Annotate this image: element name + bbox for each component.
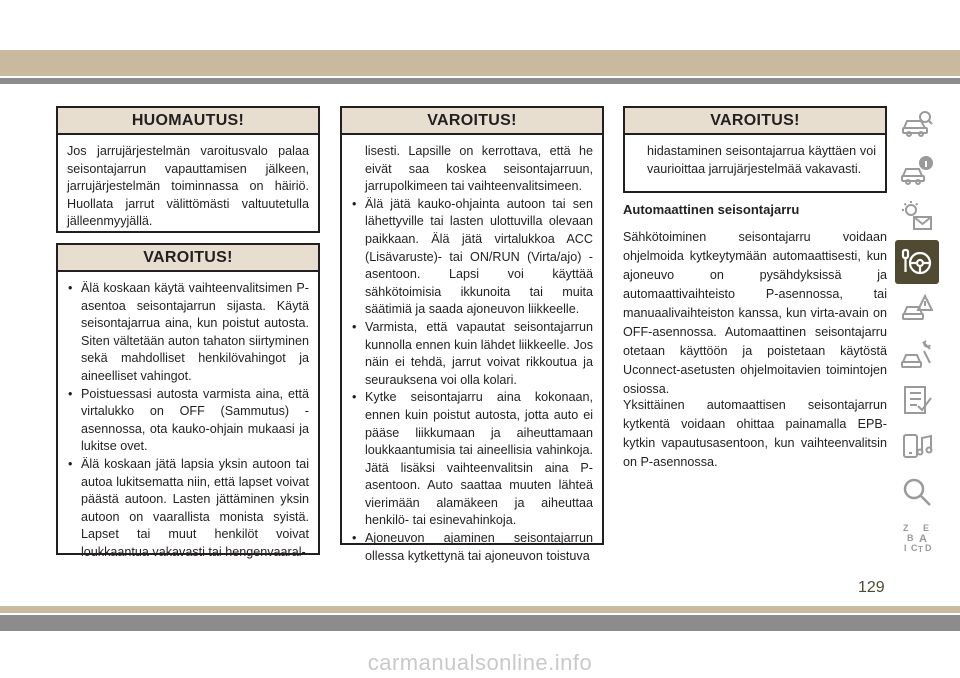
chapter-tabs xyxy=(895,102,939,562)
bottom-band-line xyxy=(0,615,960,631)
index-letter: B xyxy=(907,533,914,543)
index-letter: D xyxy=(925,543,932,553)
tab-emergency[interactable] xyxy=(895,286,939,330)
index-letter: T xyxy=(918,545,923,554)
key-steering-wheel-icon xyxy=(901,246,933,278)
car-info-icon xyxy=(901,154,933,186)
section-paragraph-1: Sähkötoiminen seisontajarru voidaan ohjelmoida kytkeytymään automaattisesti, kun ajoneuvo on pysähdyksissä ja automaattivaihteisto P-asennossa, tai manuaalivaihteiston kanssa, kun virta-avain on OFF-asennossa. Automaattinen seisontajarru otetaan käyttöön ja poistetaan käytöstä Uconnect-asetusten ohjelmoitavien toimintojen osiossa. xyxy=(623,230,887,396)
light-message-icon xyxy=(901,200,933,232)
warning-title-2: VAROITUS! xyxy=(342,108,602,135)
top-band-line xyxy=(0,78,960,84)
bottom-band xyxy=(0,606,960,613)
warning-3-continuation: hidastaminen seisontajarrua käyttäen voi vaurioittaa jarrujärjestelmää vakavasti. xyxy=(647,144,876,176)
index-letter: A xyxy=(919,533,927,545)
tab-car-overview[interactable] xyxy=(895,102,939,146)
index-letter: C xyxy=(911,543,918,553)
warning-box-2 xyxy=(340,106,604,563)
warning-1-bullet: • Poistuessasi autosta varmista aina, että virtalukko on OFF (Sammutus) -asennossa, ota kauko-ohjain mukaasi ja lukitse ovet. xyxy=(67,386,309,456)
warning-triangle-car-icon xyxy=(901,292,933,324)
warning-2-bullet: • Kytke seisontajarru aina kokonaan, ennen kuin poistut autosta, jotta auto ei pääse liikkumaan ja aiheuttamaan loukkaantumisia tai aineellisia vahinkoja. Jätä lisäksi vaihteenvalitsin aina P-asentoon. Auto saattaa muuten lähteä vierimään alamäkeen ja aiheuttaa henkilö- tai esinevahinkoja. xyxy=(351,389,593,530)
warning-title-1: VAROITUS! xyxy=(58,245,318,272)
watermark: carmanualsonline.info xyxy=(367,650,593,675)
tab-starting-driving[interactable] xyxy=(895,240,939,284)
magnifier-icon xyxy=(901,476,933,508)
index-letter: E xyxy=(923,523,930,533)
wrench-car-icon xyxy=(901,338,933,370)
music-phone-icon xyxy=(901,430,933,462)
warning-title-3: VAROITUS! xyxy=(625,108,885,135)
tab-technical-specs[interactable] xyxy=(895,378,939,422)
tab-car-info[interactable] xyxy=(895,148,939,192)
checklist-icon xyxy=(901,384,933,416)
warning-2-continuation: lisesti. Lapsille on kerrottava, että he eivät saa koskea seisontajarruun, jarrupolkimeen tai vaihteenvalitsimeen. xyxy=(365,144,593,194)
warning-box-1 xyxy=(56,243,320,559)
notice-title: HUOMAUTUS! xyxy=(58,108,318,135)
warning-2-bullet: • Varmista, että vapautat seisontajarrun kunnolla ennen kuin lähdet liikkeelle. Jos näin ei tehdä, jarrut voivat rikkoutua ja seurauksena voi olla kolari. xyxy=(351,319,593,389)
tab-lights-messages[interactable] xyxy=(895,194,939,238)
index-letter: I xyxy=(904,543,907,553)
tab-maintenance[interactable] xyxy=(895,332,939,376)
warning-2-bullet: • Ajoneuvon ajaminen seisontajarrun ollessa kytkettynä tai ajoneuvon toistuva xyxy=(351,530,593,565)
tab-index[interactable] xyxy=(895,516,939,560)
notice-text: Jos jarrujärjestelmän varoitusvalo palaa seisontajarrun vapauttamisen jälkeen, jarrujärjestelmän toiminnassa on häiriö. Huollata jarrut välittömästi valtuutetulla jälleenmyyjällä. xyxy=(67,144,309,229)
section-paragraph-2: Yksittäinen automaattisen seisontajarrun kytkentä voidaan ohittaa painamalla EPB-kytkin vapautusasentoon, kun vaihteenvalitsin on P-asennossa. xyxy=(623,398,887,469)
top-band xyxy=(0,50,960,76)
notice-box xyxy=(56,106,320,233)
alphabet-index-icon xyxy=(901,522,933,554)
tab-multimedia[interactable] xyxy=(895,424,939,468)
warning-box-3 xyxy=(623,106,887,193)
warning-1-bullet: • Älä koskaan käytä vaihteenvalitsimen P-asentoa seisontajarrun sijasta. Käytä seisontajarrua aina, kun poistut autosta. Siten vältetään auton tahaton siirtyminen sekä mahdolliset henkilövahingot ja aineelliset vahingot. xyxy=(67,280,309,386)
index-letter: Z xyxy=(903,523,909,533)
warning-2-bullet: • Älä jätä kauko-ohjainta autoon tai sen lähettyville tai lasten ulottuvilla olevaan paikkaan. Älä jätä virtalukkoa ACC (Lisävaruste)- tai ON/RUN (Virta/ajo) -asentoon. Lapsi voi käyttää sähkötoimisia ikkunoita tai muita säätimiä ja saada ajoneuvon liikkeelle. xyxy=(351,196,593,319)
section-heading: Automaattinen seisontajarru xyxy=(623,202,800,217)
tab-search[interactable] xyxy=(895,470,939,514)
warning-1-list xyxy=(67,280,309,562)
page-number: 129 xyxy=(858,579,885,596)
warning-2-list xyxy=(351,196,593,565)
car-magnifier-icon xyxy=(901,108,933,140)
warning-1-bullet: • Älä koskaan jätä lapsia yksin autoon tai autoa lukitsematta niin, että lapset voivat päästä autoon. Lasten jättäminen yksin autoon on vaarallista monista syistä. Lapset tai muut henkilöt voivat loukkaantua vakavasti tai hengenvaaral- xyxy=(67,456,309,562)
